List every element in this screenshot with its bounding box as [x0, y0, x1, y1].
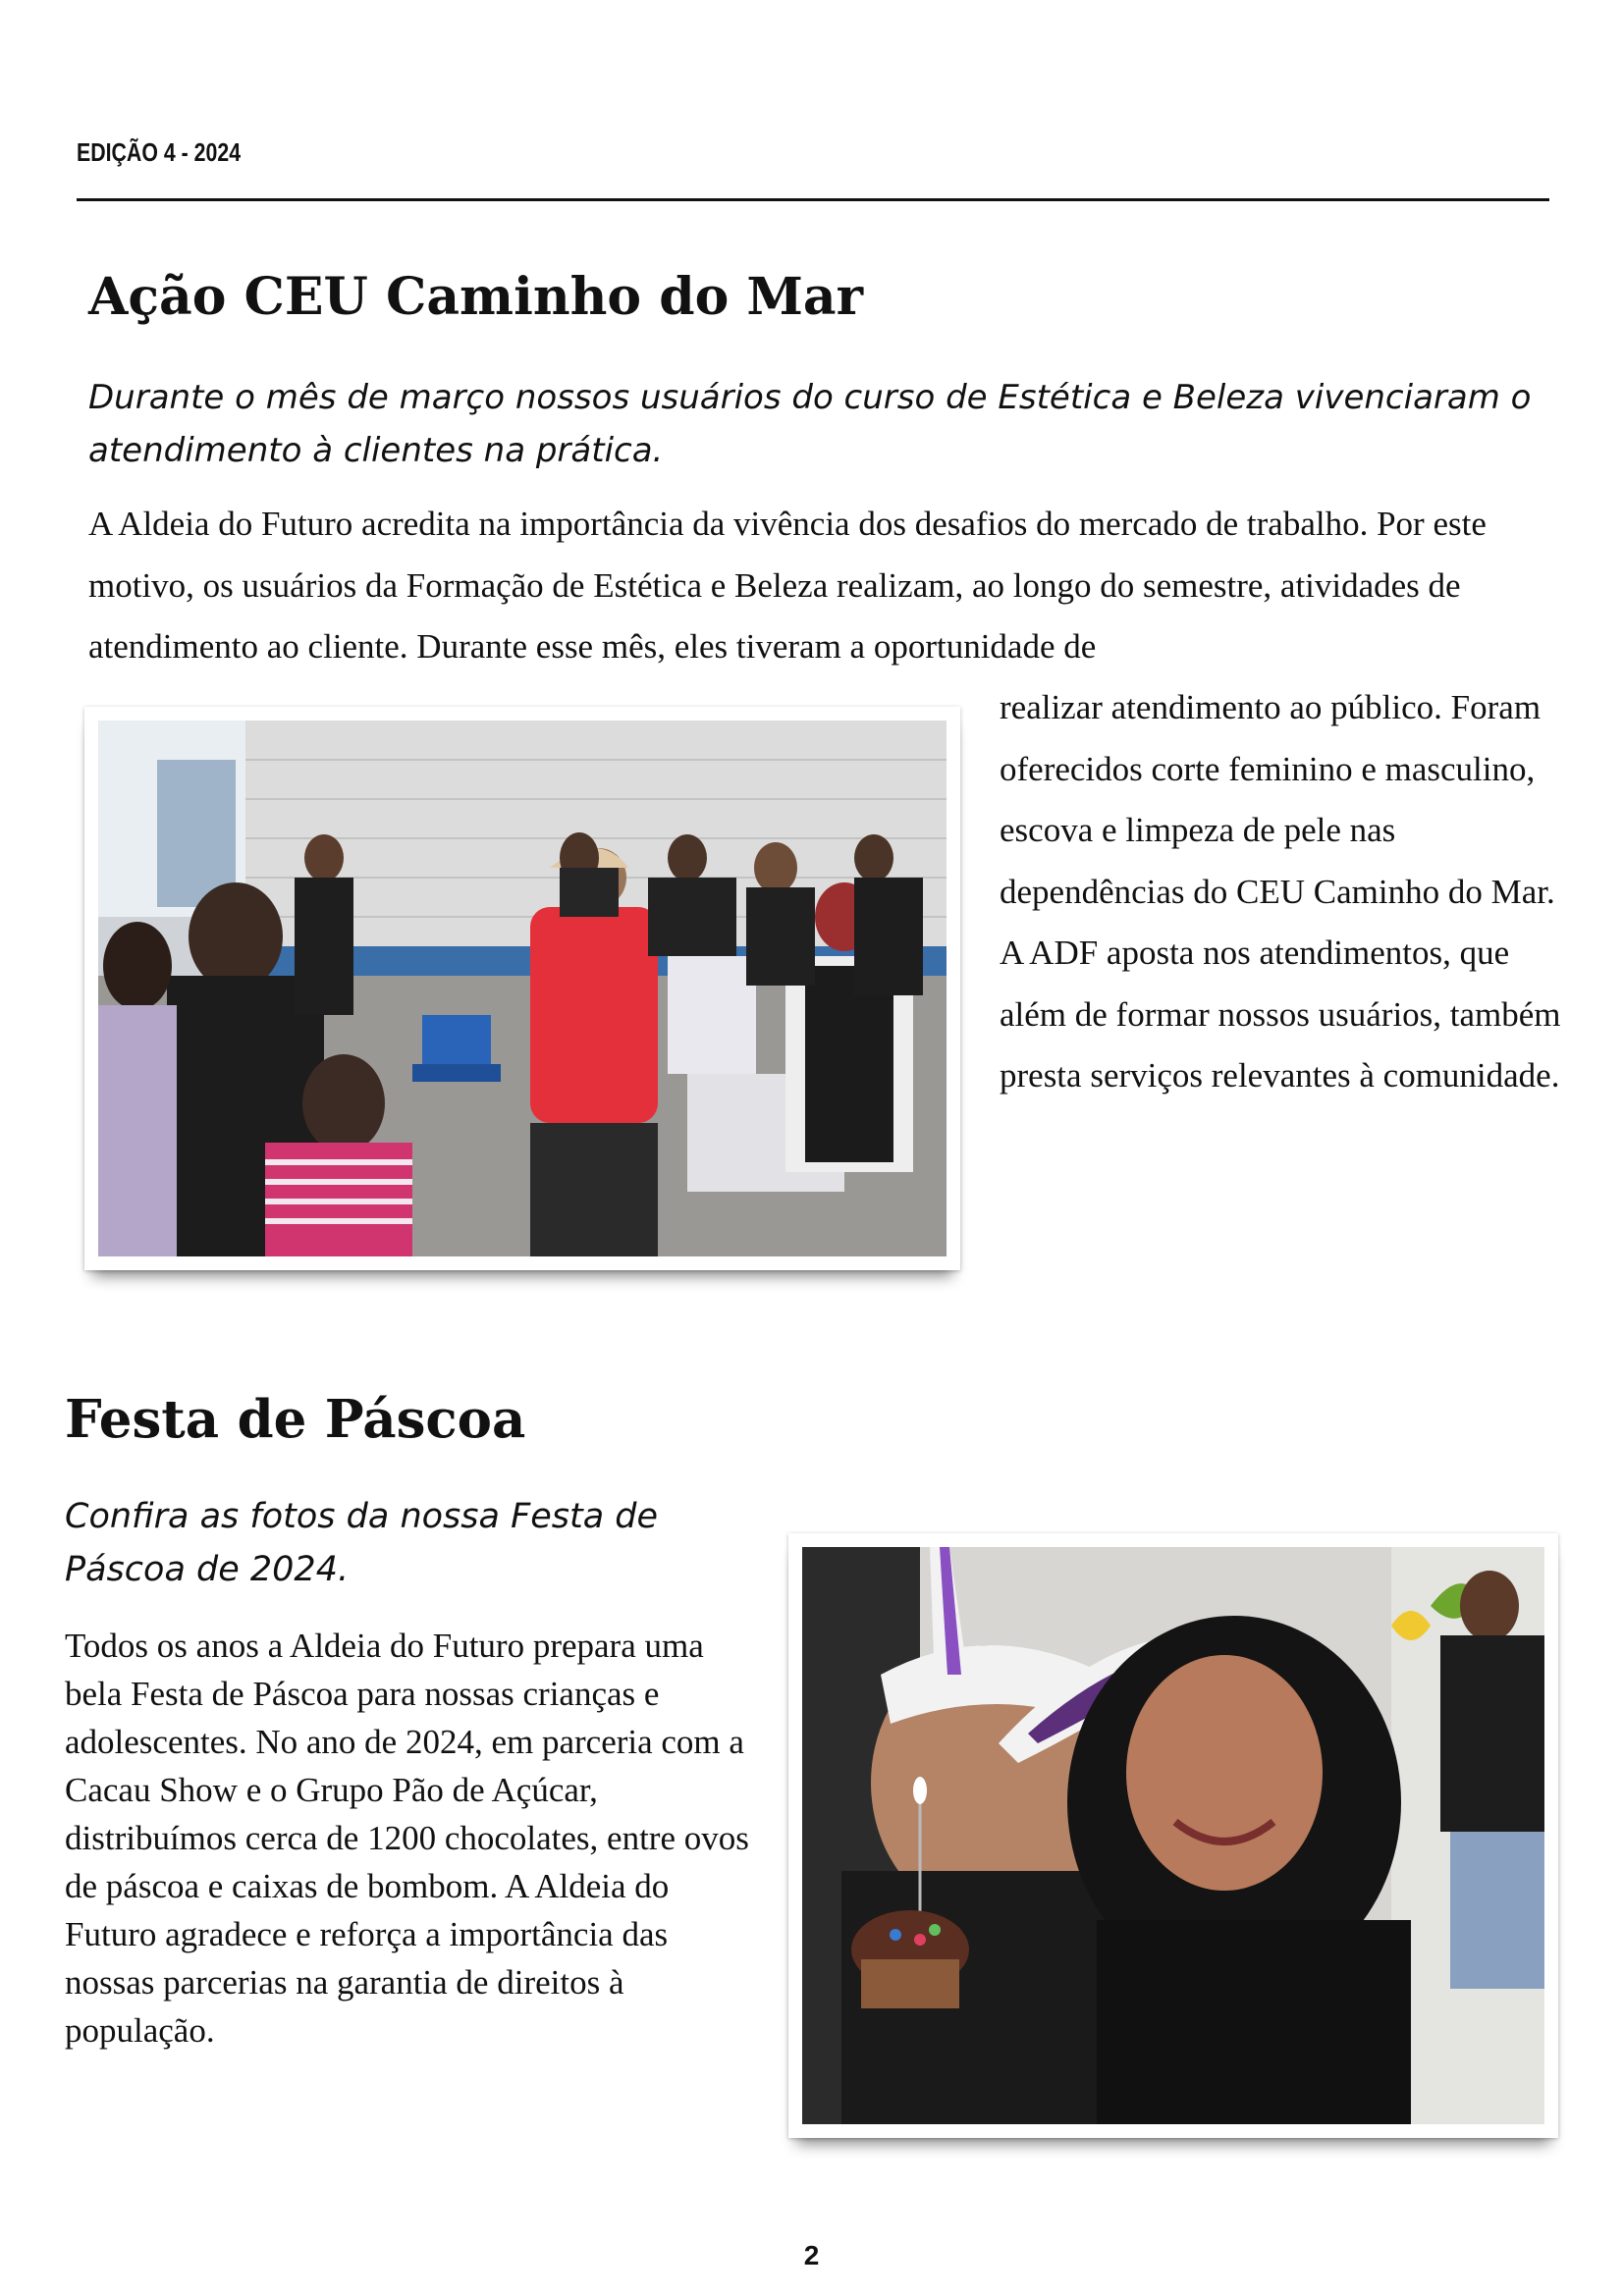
- photo-beauty-course: [98, 721, 947, 1256]
- section-body-ceu-top: A Aldeia do Futuro acredita na importância da vivência dos desafios do mercado de trabalho. Por este motivo, os usuários da Formação de Estética e Beleza realizam, ao longo do semestre, atividades de atendimento ao cliente. Durante esse mês, eles tiveram a oportunidade de: [88, 505, 1487, 666]
- page-number: 2: [803, 2240, 820, 2270]
- section-body-easter: Todos os anos a Aldeia do Futuro prepara uma bela Festa de Páscoa para nossas crianças e adolescentes. No ano de 2024, em parceria com a Cacau Show e o Grupo Pão de Açúcar, distribuímos cerca de 1200 chocolates, entre ovos de páscoa e caixas de bombom. A Aldeia do Futuro agradece e reforça a importância das nossas parcerias na garantia de direitos à população.: [65, 1627, 749, 2050]
- photo-easter-party: [802, 1547, 1544, 2124]
- section-subtitle-easter: Confira as fotos da nossa Festa de Páscoa de 2024.: [65, 1497, 659, 1589]
- section-subtitle-ceu: Durante o mês de março nossos usuários do curso de Estética e Beleza vivenciaram o atendimento à clientes na prática.: [88, 378, 1532, 470]
- section-body-ceu-side: realizar atendimento ao público. Foram oferecidos corte feminino e masculino, escova e limpeza de pele nas dependências do CEU Caminho do Mar. A ADF aposta nos atendimentos, que além de formar nossos usuários, também presta serviços relevantes à comunidade.: [1000, 688, 1561, 1095]
- header-divider: [77, 198, 1549, 201]
- photo-beauty-course-frame: [84, 707, 960, 1270]
- edition-label: EDIÇÃO 4 - 2024: [77, 137, 242, 167]
- section-title-ceu: Ação CEU Caminho do Mar: [88, 267, 864, 327]
- section-title-easter: Festa de Páscoa: [65, 1389, 526, 1450]
- photo-easter-party-frame: [788, 1533, 1558, 2138]
